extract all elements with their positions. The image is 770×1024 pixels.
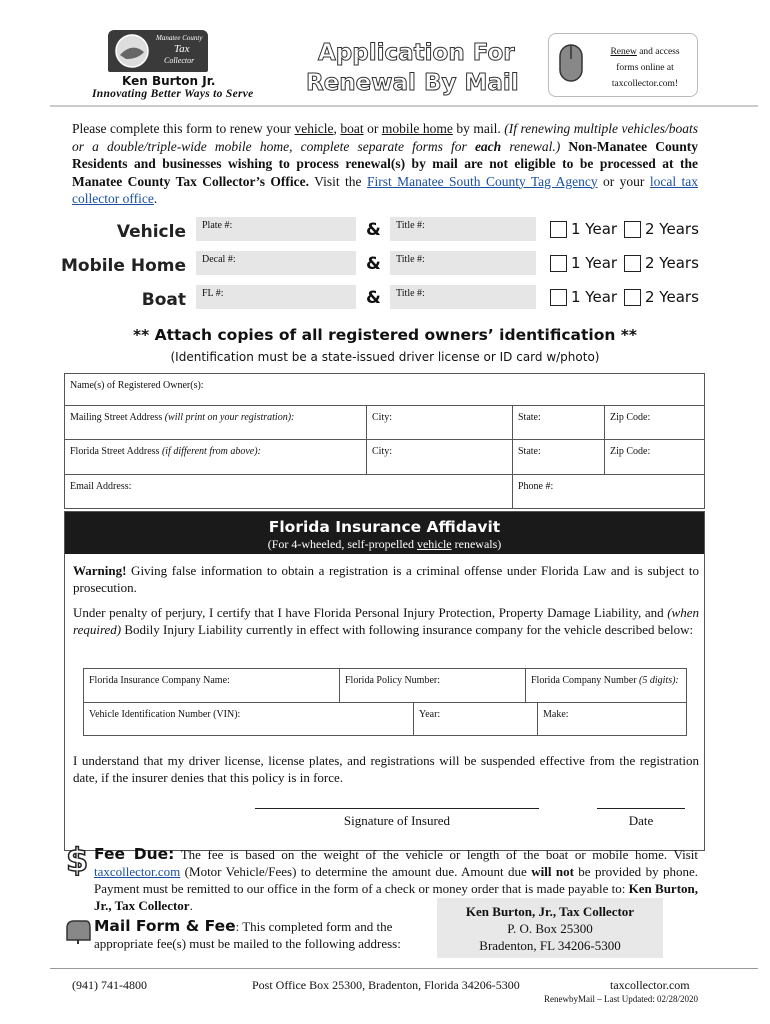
online-text-3: taxcollector.com!	[611, 79, 679, 89]
title-line-2: Renewal By Mail	[306, 70, 519, 96]
company-number-field[interactable]: Florida Company Number (5 digits):	[531, 675, 679, 686]
checkbox[interactable]	[550, 221, 567, 238]
option-2-years[interactable]: 2 Years	[624, 288, 699, 306]
checkbox[interactable]	[624, 289, 641, 306]
row-label: Mobile Home	[60, 256, 186, 276]
online-text-1: and access	[636, 47, 680, 57]
address-line-3: Bradenton, FL 34206-5300	[479, 938, 621, 953]
footer-site[interactable]: taxcollector.com	[610, 978, 690, 992]
title-field[interactable]: Title #:	[390, 251, 536, 275]
affidavit-header	[65, 512, 704, 554]
insurance-company-field[interactable]: Florida Insurance Company Name:	[84, 669, 340, 702]
mail-title: Mail Form & Fee	[94, 917, 236, 935]
title-field[interactable]: Title #:	[390, 217, 536, 241]
vin-field[interactable]: Vehicle Identification Number (VIN):	[84, 703, 414, 736]
checkbox[interactable]	[624, 221, 641, 238]
zip-field[interactable]: Zip Code:	[610, 412, 651, 423]
understand-text: I understand that my driver license, license plates, and registrations will be suspended effective from the registration date, if the insurer denies that this policy is in force.	[73, 753, 699, 785]
option-2-years[interactable]: 2 Years	[624, 220, 699, 238]
taxcollector-link[interactable]: taxcollector.com	[94, 864, 181, 879]
florida-address-row	[65, 440, 704, 475]
mail-paragraph: Mail Form & Fee: This completed form and the appropriate fee(s) must be mailed to the following address:	[94, 917, 401, 951]
fee-title: Fee Due:	[94, 845, 175, 863]
ampersand: &	[366, 220, 381, 240]
policy-number-field[interactable]: Florida Policy Number:	[340, 669, 526, 702]
city-field[interactable]: City:	[367, 440, 513, 474]
owner-names-label: Name(s) of Registered Owner(s):	[70, 380, 204, 391]
affidavit-title: Florida Insurance Affidavit	[268, 518, 501, 536]
footer-divider	[50, 968, 758, 969]
fee-paragraph: Fee Due: The fee is based on the weight of the vehicle or length of the boat or mobile home. Visit taxcollector.com (Motor Vehicle/Fees) to determine the amount due. Amount due will not be provided by phone. Payment must be remitted to our office in the form of a check or money order that is made payable to: Ken Burton, Jr., Tax Collector.	[94, 845, 699, 913]
attach-subheading: (Identification must be a state-issued driver license or ID card w/photo)	[170, 350, 600, 364]
mailbox-icon	[64, 918, 92, 944]
title-line-1: Application For	[318, 40, 515, 66]
city-field[interactable]: City:	[367, 406, 513, 439]
affidavit-section	[64, 511, 705, 851]
checkbox[interactable]	[550, 289, 567, 306]
warning-text: Warning! Giving false information to obtain a registration is a criminal offense under Florida Law and is subject to prosecution.	[73, 563, 699, 595]
intro-paragraph: Please complete this form to renew your vehicle, boat or mobile home by mail. (If renewing multiple vehicles/boats or a double/triple-wide mobile home, complete separate forms for each renewal.) Non-Manatee County Residents and businesses wishing to process renewal(s) by mail are not eligible to be processed at the Manatee County Tax Collector’s Office. Visit the First Manatee South County Tag Agency or your local tax collector office.	[72, 121, 698, 206]
phone-field[interactable]: Phone #:	[518, 481, 554, 492]
contact-row	[65, 475, 704, 508]
manatee-emblem-icon	[112, 32, 152, 70]
footer-phone: (941) 741-4800	[72, 978, 147, 992]
owner-table	[64, 373, 705, 509]
option-1-year[interactable]: 1 Year	[550, 220, 617, 238]
make-field[interactable]: Make:	[543, 709, 569, 720]
local-office-link[interactable]: local tax collector office	[72, 173, 698, 206]
year-field[interactable]: Year:	[414, 703, 538, 736]
zip-field[interactable]: Zip Code:	[610, 446, 651, 457]
plate-field[interactable]: Plate #:	[196, 217, 356, 241]
insurance-table	[83, 668, 687, 736]
logo-text-top: Manatee County	[156, 34, 203, 42]
option-1-year[interactable]: 1 Year	[550, 254, 617, 272]
mailing-address-row	[65, 406, 704, 440]
checkbox[interactable]	[550, 255, 567, 272]
address-line-2: P. O. Box 25300	[507, 921, 593, 936]
mailing-address-field[interactable]: Mailing Street Address (will print on your registration):	[65, 406, 367, 439]
row-label: Vehicle	[116, 222, 186, 242]
ampersand: &	[366, 288, 381, 308]
decal-field[interactable]: Decal #:	[196, 251, 356, 275]
signature-line[interactable]	[255, 808, 539, 809]
footer-updated: RenewbyMail – Last Updated: 02/28/2020	[544, 994, 698, 1004]
header-divider	[50, 105, 758, 107]
mouse-icon	[557, 42, 587, 88]
state-field[interactable]: State:	[513, 406, 605, 439]
florida-address-field[interactable]: Florida Street Address (if different from above):	[65, 440, 367, 474]
option-1-year[interactable]: 1 Year	[550, 288, 617, 306]
logo-text-bot: Collector	[164, 56, 195, 65]
perjury-text: Under penalty of perjury, I certify that I have Florida Personal Injury Protection, Property Damage Liability, and (when required) Bodily Injury Liability currently in effect with following insurance company for the vehicle described below:	[73, 605, 699, 637]
slogan: Innovating Better Ways to Serve	[92, 88, 254, 100]
ampersand: &	[366, 254, 381, 274]
tag-agency-link[interactable]: First Manatee South County Tag Agency	[366, 173, 598, 189]
attach-heading: ** Attach copies of all registered owners’ identification **	[132, 326, 637, 344]
affidavit-subtitle: (For 4-wheeled, self-propelled vehicle renewals)	[267, 537, 502, 551]
date-line[interactable]	[597, 808, 685, 809]
option-2-years[interactable]: 2 Years	[624, 254, 699, 272]
insurance-row-2	[84, 703, 686, 736]
date-label: Date	[628, 813, 654, 828]
address-line-1: Ken Burton, Jr., Tax Collector	[465, 904, 635, 919]
online-box	[548, 33, 698, 97]
logo-text-mid: Tax	[174, 43, 190, 55]
online-text-2: forms online at	[616, 63, 674, 73]
footer-address: Post Office Box 25300, Bradenton, Florida 34206-5300	[252, 978, 520, 992]
email-field[interactable]: Email Address:	[65, 475, 513, 508]
title-field[interactable]: Title #:	[390, 285, 536, 309]
state-field[interactable]: State:	[513, 440, 605, 474]
dollar-icon	[64, 840, 90, 876]
collector-name: Ken Burton Jr.	[122, 74, 216, 88]
checkbox[interactable]	[624, 255, 641, 272]
insurance-row-1	[84, 669, 686, 703]
row-label: Boat	[141, 290, 186, 310]
mailing-address-box	[437, 898, 663, 958]
renew-link[interactable]: Renew	[610, 47, 637, 57]
logo	[108, 30, 208, 72]
owner-names-field[interactable]	[65, 374, 704, 406]
signature-label: Signature of Insured	[343, 813, 451, 828]
fl-number-field[interactable]: FL #:	[196, 285, 356, 309]
svg-text:$: $	[66, 841, 89, 876]
